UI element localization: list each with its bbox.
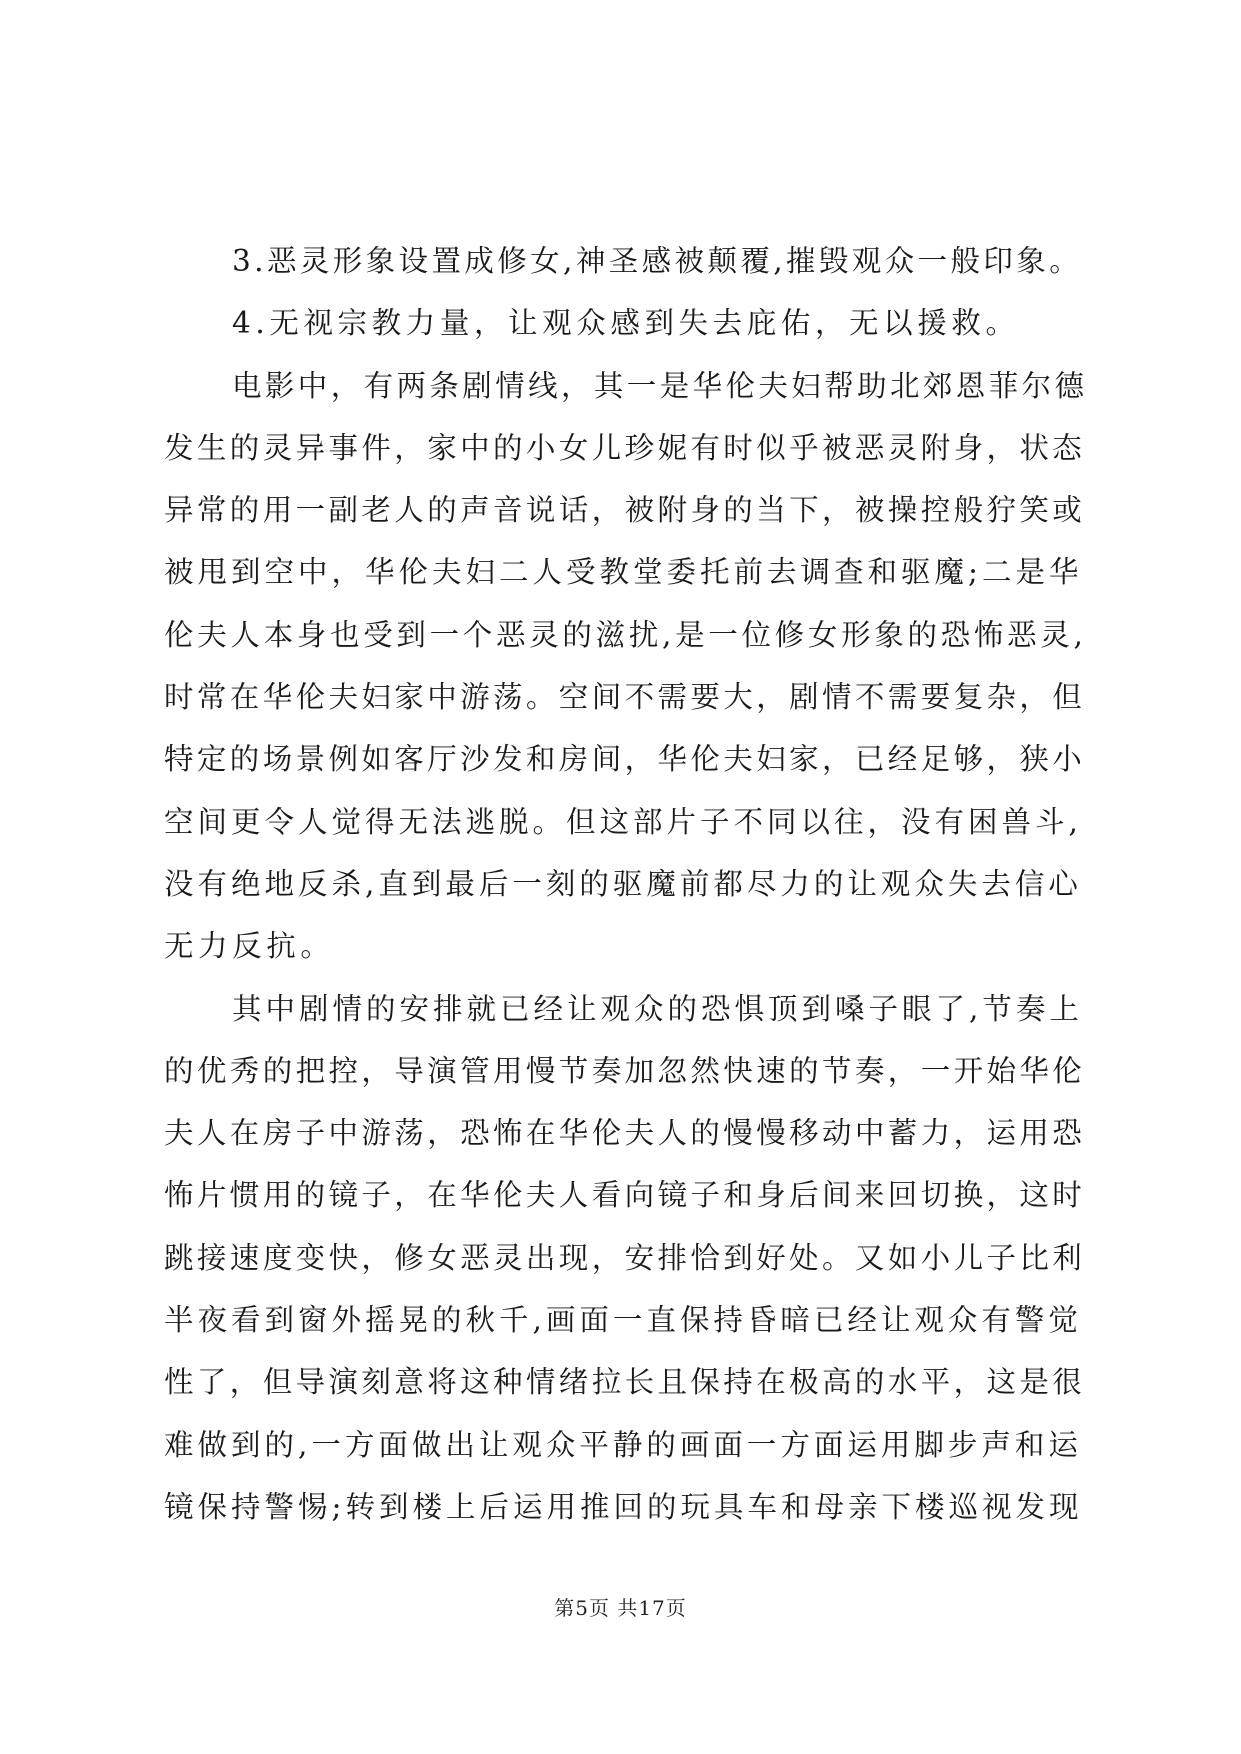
list-item-4: 4.无视宗教力量，让观众感到失去庇佑，无以援救。	[232, 306, 1020, 341]
paragraph-line: 发生的灵异事件，家中的小女儿珍妮有时似乎被恶灵附身，状态	[164, 430, 1086, 465]
paragraph-line: 异常的用一副老人的声音说话，被附身的当下，被操控般狞笑或	[164, 493, 1086, 528]
paragraph-line: 空间更令人觉得无法逃脱。但这部片子不同以往，没有困兽斗,	[164, 804, 1082, 839]
paragraph-line: 被甩到空中，华伦夫妇二人受教堂委托前去调查和驱魔;二是华	[164, 555, 1083, 590]
paragraph-line: 夫人在房子中游荡，恐怖在华伦夫人的慢慢移动中蓄力，运用恐	[164, 1116, 1086, 1151]
paragraph-line: 没有绝地反杀,直到最后一刻的驱魔前都尽力的让观众失去信心	[164, 866, 1082, 901]
paragraph-line: 特定的场景例如客厅沙发和房间，华伦夫妇家，已经足够，狭小	[164, 742, 1086, 777]
page-number-footer: 第5页 共17页	[554, 1596, 687, 1620]
paragraph-line: 其中剧情的安排就已经让观众的恐惧顶到嗓子眼了,节奏上	[232, 991, 1083, 1026]
paragraph-line: 无力反抗。	[164, 929, 335, 964]
paragraph-line: 怖片惯用的镜子，在华伦夫人看向镜子和身后间来回切换，这时	[164, 1178, 1086, 1213]
paragraph-line: 性了，但导演刻意将这种情绪拉长且保持在极高的水平，这是很	[164, 1365, 1086, 1400]
list-item-3: 3.恶灵形象设置成修女,神圣感被颠覆,摧毁观众一般印象。	[232, 244, 1083, 278]
paragraph-line: 难做到的,一方面做出让观众平静的画面一方面运用脚步声和运	[164, 1427, 1082, 1462]
paragraph-line: 伦夫人本身也受到一个恶灵的滋扰,是一位修女形象的恐怖恶灵,	[164, 617, 1087, 652]
paragraph-line: 半夜看到窗外摇晃的秋千,画面一直保持昏暗已经让观众有警觉	[164, 1303, 1082, 1338]
body-text	[164, 230, 1088, 1538]
paragraph-line: 跳接速度变快，修女恶灵出现，安排恰到好处。又如小儿子比利	[164, 1240, 1086, 1275]
paragraph-line: 电影中，有两条剧情线，其一是华伦夫妇帮助北郊恩菲尔德	[232, 368, 1088, 403]
paragraph-line: 时常在华伦夫妇家中游荡。空间不需要大，剧情不需要复杂，但	[164, 680, 1086, 715]
paragraph-line: 镜保持警惕;转到楼上后运用推回的玩具车和母亲下楼巡视发现	[164, 1489, 1083, 1524]
paragraph-line: 的优秀的把控，导演管用慢节奏加忽然快速的节奏，一开始华伦	[164, 1053, 1086, 1088]
